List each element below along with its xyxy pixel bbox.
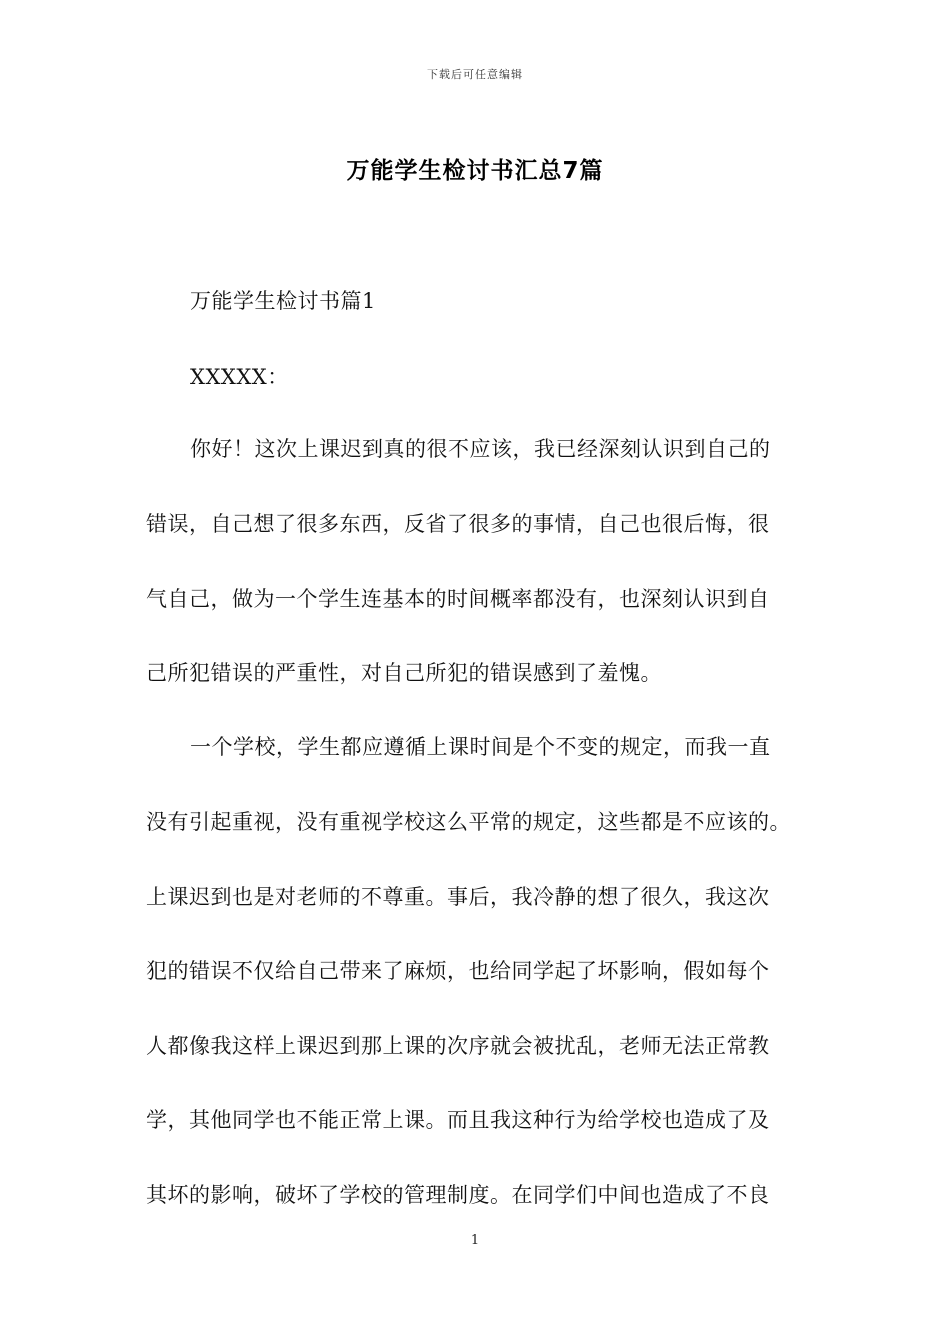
body-line: 你好！这次上课迟到真的很不应该，我已经深刻认识到自己的 bbox=[190, 437, 771, 461]
body-line: 犯的错误不仅给自己带来了麻烦，也给同学起了坏影响，假如每个 bbox=[146, 959, 770, 983]
body-line: 错误，自己想了很多东西，反省了很多的事情，自己也很后悔，很 bbox=[146, 512, 770, 536]
body-line: 人都像我这样上课迟到那上课的次序就会被扰乱，老师无法正常教 bbox=[146, 1034, 770, 1058]
page-number: 1 bbox=[470, 1233, 480, 1248]
body-line: 上课迟到也是对老师的不尊重。事后，我冷静的想了很久，我这次 bbox=[146, 885, 770, 909]
body-line: 其坏的影响，破坏了学校的管理制度。在同学们中间也造成了不良 bbox=[146, 1183, 770, 1207]
salutation: XXXXX： bbox=[190, 365, 289, 389]
body-line: 气自己，做为一个学生连基本的时间概率都没有，也深刻认识到自 bbox=[146, 587, 770, 611]
body-line: 没有引起重视，没有重视学校这么平常的规定，这些都是不应该的。 bbox=[146, 810, 791, 834]
body-line: 一个学校，学生都应遵循上课时间是个不变的规定，而我一直 bbox=[190, 735, 771, 759]
document-title: 万能学生检讨书汇总7篇 bbox=[346, 158, 604, 184]
section-heading: 万能学生检讨书篇1 bbox=[190, 289, 376, 313]
body-line: 学，其他同学也不能正常上课。而且我这种行为给学校也造成了及 bbox=[146, 1108, 770, 1132]
body-line: 己所犯错误的严重性，对自己所犯的错误感到了羞愧。 bbox=[146, 661, 662, 685]
header-note: 下载后可任意编辑 bbox=[427, 68, 523, 81]
